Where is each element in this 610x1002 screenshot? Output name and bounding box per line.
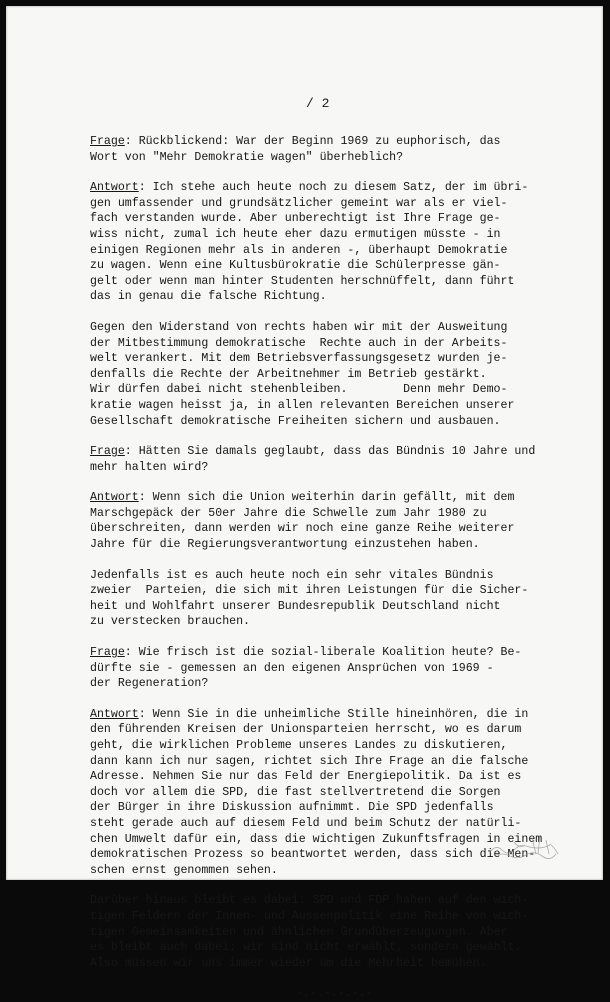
text-line [90, 614, 560, 630]
line-text: Jedenfalls ist es auch heute noch ein sehr vitales Bündnis [90, 568, 494, 582]
line-text: fach verstanden wurde. Aber unberechtigt ist Ihre Frage ge- [90, 212, 501, 226]
text-line [90, 521, 560, 537]
line-text: einigen Regionen mehr als in anderen -, überhaupt Demokratie [90, 243, 508, 257]
text-line [90, 956, 560, 972]
line-text: welt verankert. Mit dem Betriebsverfassungsgesetz wurden je- [90, 352, 508, 366]
line-text: steht gerade auch auf diesem Feld und beim Schutz der natürli- [90, 816, 522, 830]
text-line [90, 367, 560, 383]
question-block [90, 134, 560, 165]
line-text: Marschgepäck der 50er Jahre die Schwelle zum Jahr 1980 zu [90, 506, 487, 520]
question-block [90, 645, 560, 692]
text-line [90, 925, 560, 941]
line-text: gen umfassender und grundsätzlicher gemeint war als er viel- [90, 196, 508, 210]
text-line [90, 243, 560, 259]
line-text: chen Umwelt dafür ein, dass die wichtigen Zukunftsfragen in einem [90, 832, 543, 846]
line-text: heit und Wohlfahrt unserer Bundesrepublik Deutschland nicht [90, 599, 501, 613]
text-line [90, 196, 560, 212]
line-text: es bleibt auch dabei: wir sind nicht erwählt, sondern gewählt. [90, 941, 522, 955]
line-text: : Wenn Sie in die unheimliche Stille hineinhören, die in [138, 707, 529, 721]
end-mark: -.-.-.-.-.- [296, 987, 373, 1001]
text-line [90, 676, 560, 692]
line-text: der Regeneration? [90, 677, 209, 691]
interview-text [90, 134, 560, 1002]
question-block [90, 444, 560, 475]
text-line [90, 134, 560, 150]
text-line [90, 738, 560, 754]
answer-label: Antwort [90, 707, 139, 721]
text-line [90, 537, 560, 553]
line-text: überschreiten, dann werden wir noch eine ganze Reihe weiterer [90, 522, 515, 536]
text-line [90, 800, 560, 816]
question-label: Frage [90, 135, 125, 148]
text-line [90, 506, 560, 522]
text-line [90, 863, 560, 879]
line-text: schen ernst genommen sehen. [90, 863, 278, 877]
line-text: Wir dürfen dabei nicht stehenbleiben. Denn mehr Demo- [90, 383, 508, 397]
question-label: Frage [90, 646, 125, 660]
text-line [90, 583, 560, 599]
line-text: den führenden Kreisen der Unionsparteien herrscht, wo es darum [90, 723, 522, 737]
text-line [90, 599, 560, 615]
line-text: kratie wagen heisst ja, in allen relevanten Bereichen unserer [90, 398, 515, 412]
text-line [90, 909, 560, 925]
line-text: : Ich stehe auch heute noch zu diesem Satz, der im übri- [138, 181, 529, 195]
text-line [90, 460, 560, 476]
line-text: denfalls die Rechte der Arbeitnehmer im Betrieb gestärkt. [90, 367, 487, 381]
text-line [90, 320, 560, 336]
line-text: Darüber hinaus bleibt es dabei: SPD und FDP haben auf den wich- [90, 894, 529, 908]
line-text: das in genau die falsche Richtung. [90, 290, 327, 304]
line-text: dürfte sie - gemessen an den eigenen Ansprüchen von 1969 - [90, 661, 494, 675]
line-text: gelt oder wenn man hinter Studenten herschnüffelt, dann führt [90, 274, 515, 288]
line-text: Gegen den Widerstand von rechts haben wir mit der Ausweitung [90, 320, 508, 334]
line-text: tigen Gemeinsamkeiten und ähnlichen Grundüberzeugungen. Aber [90, 925, 508, 939]
text-line [90, 707, 560, 723]
text-line [90, 258, 560, 274]
answer-label: Antwort [90, 491, 139, 505]
text-line [90, 722, 560, 738]
answer-block [90, 180, 560, 429]
line-text: der Bürger in ihre Diskussion aufnimmt. Die SPD jedenfalls [90, 801, 494, 815]
text-line [90, 754, 560, 770]
document-page [6, 6, 603, 1001]
text-line [90, 351, 560, 367]
archive-stamp-mark [484, 832, 564, 860]
line-text: tigen Feldern der Innen- und Aussenpolitik eine Reihe von wich- [90, 909, 529, 923]
text-line [90, 645, 560, 661]
text-line [90, 568, 560, 584]
line-text: geht, die wirklichen Probleme unseres Landes zu diskutieren, [90, 739, 508, 752]
line-text: dann kann ich nur sagen, richtet sich Ihre Frage an die falsche [90, 754, 529, 768]
text-line [90, 150, 560, 166]
text-line [90, 785, 560, 801]
line-text: Also müssen wir uns immer wieder um die Mehrheit bemühen. [90, 956, 487, 970]
line-text: : Wenn sich die Union weiterhin darin gefällt, mit dem [138, 491, 515, 505]
text-line [90, 414, 560, 430]
line-text: : Rückblickend: War der Beginn 1969 zu euphorisch, das [124, 135, 501, 148]
line-text: mehr halten wird? [90, 460, 209, 474]
line-text: Gesellschaft demokratische Freiheiten sichern und ausbauen. [90, 414, 501, 428]
line-text: der Mitbestimmung demokratische Rechte auch in der Arbeits- [90, 336, 508, 350]
text-line [90, 444, 560, 460]
text-line [90, 227, 560, 243]
line-text: zu wagen. Wenn eine Kultusbürokratie die Schülerpresse gän- [90, 259, 501, 273]
text-line [90, 769, 560, 785]
line-text: doch vor allem die SPD, die fast stellvertretend die Sorgen [90, 785, 501, 799]
line-text: wiss nicht, zumal ich heute eher dazu ermutigen müsste - in [90, 227, 501, 241]
line-text: demokratischen Prozess so beantwortet werden, dass sich die Men- [90, 848, 536, 862]
text-line [90, 180, 560, 196]
text-line [90, 382, 560, 398]
text-line [90, 940, 560, 956]
answer-block [90, 490, 560, 630]
page-number: / 2 [306, 96, 330, 111]
line-text: : Hätten Sie damals geglaubt, dass das Bündnis 10 Jahre und [124, 445, 536, 459]
line-text: Adresse. Nehmen Sie nur das Feld der Energiepolitik. Da ist es [90, 770, 522, 784]
text-line [90, 211, 560, 227]
text-line [90, 490, 560, 506]
text-line [90, 816, 560, 832]
answer-label: Antwort [90, 181, 139, 195]
line-text: Wort von "Mehr Demokratie wagen" überheblich? [90, 150, 404, 164]
text-line [90, 398, 560, 414]
line-text: zweier Parteien, die sich mit ihren Leistungen für die Sicher- [90, 584, 529, 598]
text-line [90, 274, 560, 290]
line-text: Jahre für die Regierungsverantwortung einzustehen haben. [90, 538, 480, 552]
text-line [90, 661, 560, 677]
text-line [90, 336, 560, 352]
question-label: Frage [90, 445, 125, 459]
line-text: zu verstecken brauchen. [90, 615, 251, 629]
line-text: : Wie frisch ist die sozial-liberale Koalition heute? Be- [124, 646, 522, 660]
text-line [90, 289, 560, 305]
text-line [90, 893, 560, 909]
